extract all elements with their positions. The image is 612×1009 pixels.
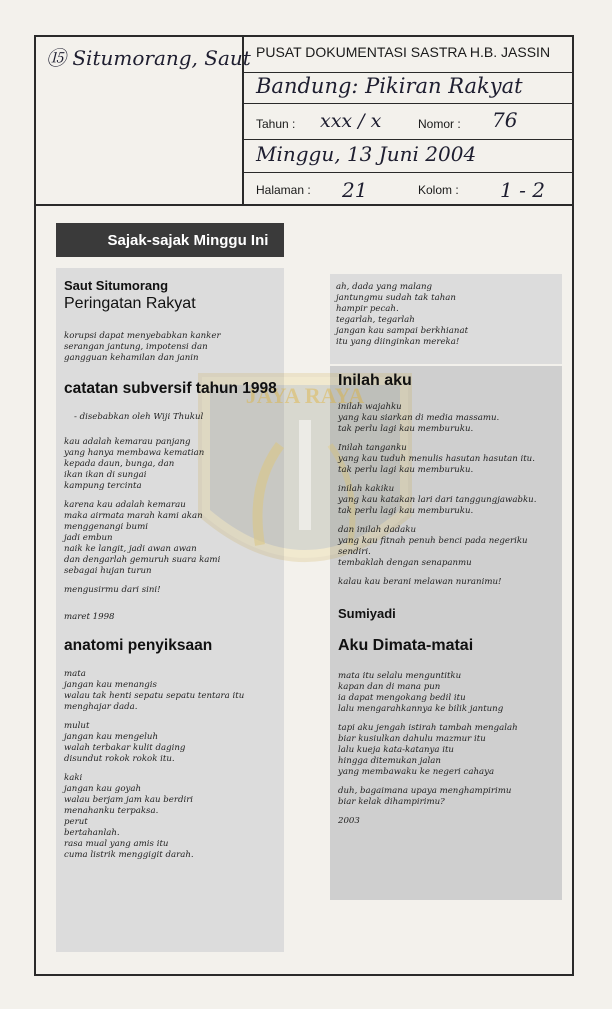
form-row-line [242,72,573,73]
right-column [338,372,558,827]
clipping-frame-bottom [34,974,574,976]
author-name: Saut Situmorang [64,278,169,293]
author-handwritten: ⑮ Situmorang, Saut [46,46,251,70]
poem-stanza: mulut jangan kau mengeluh walah terbakar kulit daging disundut rokok rokok itu. [64,721,186,764]
author-name: Sumiyadi [338,606,396,621]
source-handwritten: Bandung: Pikiran Rakyat [256,74,523,98]
poem-stanza: inilah wajahku yang kau siarkan di media massamu. tak perlu lagi kau memburuku. [338,402,500,434]
poem-stanza: duh, bagaimana upaya menghampirimu biar kelak dihampirimu? [338,786,512,807]
poem-date: 2003 [338,816,360,826]
poem-stanza: mata itu selalu menguntitku kapan dan di mana pun ia dapat mengokang bedil itu lalu mengarahkannya ke bilik jantung [338,671,504,714]
form-row-line [242,139,573,140]
poem-stanza: Inilah tanganku yang kau tuduh menulis hasutan hasutan itu. tak perlu lagi kau memburuku. [338,443,535,475]
date-handwritten: Minggu, 13 Juni 2004 [256,142,477,166]
nomor-label: Nomor : [418,117,461,131]
form-row-line [242,103,573,104]
halaman-label: Halaman : [256,183,311,197]
poem-stanza: mata jangan kau menangis walau tak henti sepatu sepatu tentara itu menghajar dada. [64,669,245,712]
poem-title: Aku Dimata-matai [338,637,474,654]
poem-continuation: ah, dada yang malang jantungmu sudah tak tahan hampir pecah. tegarlah, tegarlah jangan kau sampai berkhianat itu yang diinginkan mereka! [336,282,469,347]
form-right-border [572,35,574,205]
kolom-label: Kolom : [418,183,459,197]
column-banner: Sajak-sajak Minggu Ini [56,223,284,257]
poem-title: Inilah aku [338,372,412,389]
poem-title: Peringatan Rakyat [64,295,196,312]
poem-date: maret 1998 [64,612,115,622]
poem-stanza: tapi aku jengah istirah tambah mengalah biar kusiulkan dahulu mazmur itu lalu kueja kata-katanya itu hingga ditemukan jalan yang membawaku ke negeri cahaya [338,723,518,777]
poem-stanza: kaki jangan kau goyah walau berjam jam kau berdiri menahanku terpaksa. perut bertahanlah. rasa mual yang amis itu cuma listrik menggigit darah. [64,773,194,860]
halaman-value: 21 [342,178,368,202]
form-bottom-border [34,204,574,206]
clipping-frame-left [34,205,36,975]
institution-name: PUSAT DOKUMENTASI SASTRA H.B. JASSIN [256,44,551,60]
poem-stanza: mengusirmu dari sini! [64,585,161,595]
kolom-value: 1 - 2 [500,178,545,202]
poem-epigraph: - disebabkan oleh Wiji Thukul [74,412,204,422]
form-left-border [34,35,36,205]
tahun-label: Tahun : [256,117,296,131]
poem-stanza: kau adalah kemarau panjang yang hanya membawa kematian kepada daun, bunga, dan ikan ikan di sungai kampung tercinta [64,437,205,491]
tahun-value: xxx / x [320,110,382,132]
poem-stanza: inilah kakiku yang kau katakan lari dari tanggungjawabku. tak perlu lagi kau memburuku. [338,484,537,516]
left-column [64,278,278,869]
poem-title: catatan subversif tahun 1998 [64,380,277,397]
watermark-text: JAYA RAYA [245,383,365,408]
poem-stanza: kalau kau berani melawan nuranimu! [338,577,502,587]
poem-stanza: dan inilah dadaku yang kau fitnah penuh benci pada negeriku sendiri. tembaklah dengan senapanmu [338,525,528,568]
form-top-border [34,35,574,37]
form-row-line [242,172,573,173]
poem-stanza: karena kau adalah kemarau maka airmata marah kami akan menggenangi bumi jadi embun naik ke langit, jadi awan awan dan dengarlah gemuruh suara kami sebagai hujan turun [64,500,221,576]
nomor-value: 76 [492,108,518,132]
clipping-frame-right [572,205,574,975]
poem-stanza: korupsi dapat menyebabkan kanker serangan jantung, impotensi dan gangguan kehamilan dan janin [64,331,221,363]
poem-title: anatomi penyiksaan [64,637,213,654]
